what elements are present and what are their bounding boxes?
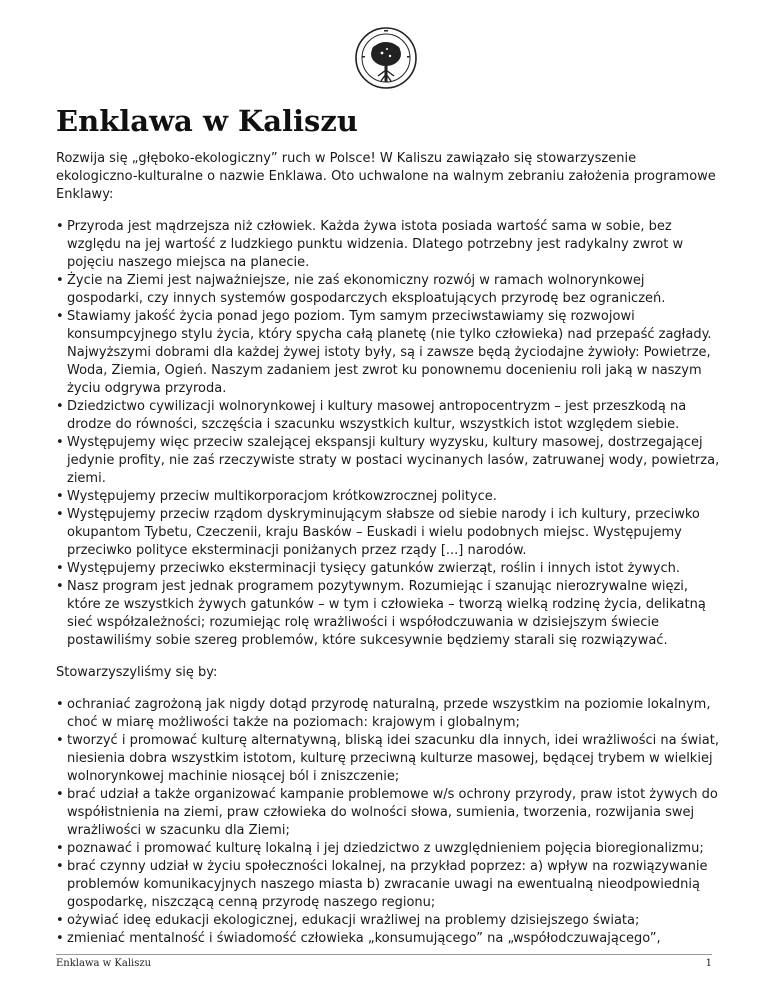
list-item: • Nasz program jest jednak programem pozytywnym. Rozumiejąc i szanując nierozrywalne więzi, które ze wszystkich żywych gatunków – w tym i człowieka – tworzą wielką rodzinę życia, delikatną sieć współzależności; rozumiejąc rolę wrażliwości i współodczuwania w dzisiejszym świecie postawiliśmy sobie szereg problemów, które sukcesywnie będziemy starali się rozwiązywać.: [67, 578, 720, 650]
principles-list: [56, 218, 720, 650]
list-item: • Dziedzictwo cywilizacji wolnorynkowej i kultury masowej antropocentryzm – jest przeszkodą na drodze do równości, szczęścia i szacunku wszystkich kultur, wszystkich istot względem siebie.: [67, 398, 720, 434]
list-item: • ochraniać zagrożoną jak nigdy dotąd przyrodę naturalną, przede wszystkim na poziomie lokalnym, choć w miarę możliwości także na poziomach: krajowym i globalnym;: [67, 696, 720, 732]
list-item: • brać udział a także organizować kampanie problemowe w/s ochrony przyrody, praw istot żywych do współistnienia na ziemi, praw człowieka do wolności słowa, sumienia, tworzenia, rozwijania swej wrażliwości w szacunku dla Ziemi;: [67, 786, 720, 840]
list-item: • Stawiamy jakość życia ponad jego poziom. Tym samym przeciwstawiamy się rozwojowi konsumpcyjnego stylu życia, który spycha całą planetę (nie tylko człowieka) nad przepaść zagłady. Najwyższymi dobrami dla każdej żywej istoty były, są i zawsze będą życiodajne żywioły: Powietrze, Woda, Ziemia, Ogień. Naszym zadaniem jest zwrot ku ponownemu docenieniu roli jaką w naszym życiu odgrywa przyroda.: [67, 308, 720, 398]
list-item: • Występujemy więc przeciw szalejącej ekspansji kultury wyzysku, kultury masowej, dostrzegającej jedynie profity, nie zaś rzeczywiste straty w postaci wycinanych lasów, zatruwanej wody, powietrza, ziemi.: [67, 434, 720, 488]
list-item: • Występujemy przeciwko eksterminacji tysięcy gatunków zwierząt, roślin i innych istot żywych.: [67, 560, 720, 578]
association-heading: Stowarzyszyliśmy się by:: [56, 665, 218, 680]
page-title: Enklawa w Kaliszu: [56, 104, 358, 138]
goals-list: [56, 696, 720, 948]
list-item: • Występujemy przeciw rządom dyskryminującym słabsze od siebie narody i ich kultury, przeciwko okupantom Tybetu, Czeczenii, kraju Basków – Euskadi i wielu podobnych miejsc. Występujemy przeciwko polityce eksterminacji poniżanych przez rządy [...] narodów.: [67, 506, 720, 560]
page-number: 1: [705, 958, 712, 969]
tree-seal-logo: [354, 26, 418, 90]
list-item: • zmieniać mentalność i świadomość człowieka „konsumującego” na „współodczuwającego”,: [67, 930, 720, 948]
intro-paragraph: Rozwija się „głęboko-ekologiczny” ruch w Polsce! W Kaliszu zawiązało się stowarzyszenie ekologiczno-kulturalne o nazwie Enklawa. Oto uchwalone na walnym zebraniu założenia programowe Enklawy:: [56, 151, 716, 202]
list-item: • Występujemy przeciw multikorporacjom krótkowzrocznej polityce.: [67, 488, 720, 506]
list-item: • brać czynny udział w życiu społeczności lokalnej, na przykład poprzez: a) wpływ na rozwiązywanie problemów komunikacyjnych naszego miasta b) zwracanie uwagi na ewentualną nieodpowiednią gospodarkę, niszczącą cenną przyrodę naszego regionu;: [67, 858, 720, 912]
document-body: [56, 150, 720, 948]
footer-divider: [56, 954, 712, 955]
list-item: • ożywiać ideę edukacji ekologicznej, edukacji wrażliwej na problemy dzisiejszego świata;: [67, 912, 720, 930]
footer-title: Enklawa w Kaliszu: [56, 958, 152, 969]
list-item: • Życie na Ziemi jest najważniejsze, nie zaś ekonomiczny rozwój w ramach wolnorynkowej gospodarki, czy innych systemów gospodarczych eksploatujących przyrodę bez ograniczeń.: [67, 272, 720, 308]
list-item: • poznawać i promować kulturę lokalną i jej dziedzictwo z uwzględnieniem pojęcia bioregionalizmu;: [67, 840, 720, 858]
list-item: • tworzyć i promować kulturę alternatywną, bliską idei szacunku dla innych, idei wrażliwości na świat, niesienia dobra wszystkim istotom, kulturę przeciwną kulturze masowej, będącej trybem w wielkiej wolnorynkowej machinie niosącej ból i zniszczenie;: [67, 732, 720, 786]
list-item: • Przyroda jest mądrzejsza niż człowiek. Każda żywa istota posiada wartość sama w sobie, bez względu na jej wartość z ludzkiego punktu widzenia. Dlatego potrzebny jest radykalny zwrot w pojęciu naszego miejsca na planecie.: [67, 218, 720, 272]
